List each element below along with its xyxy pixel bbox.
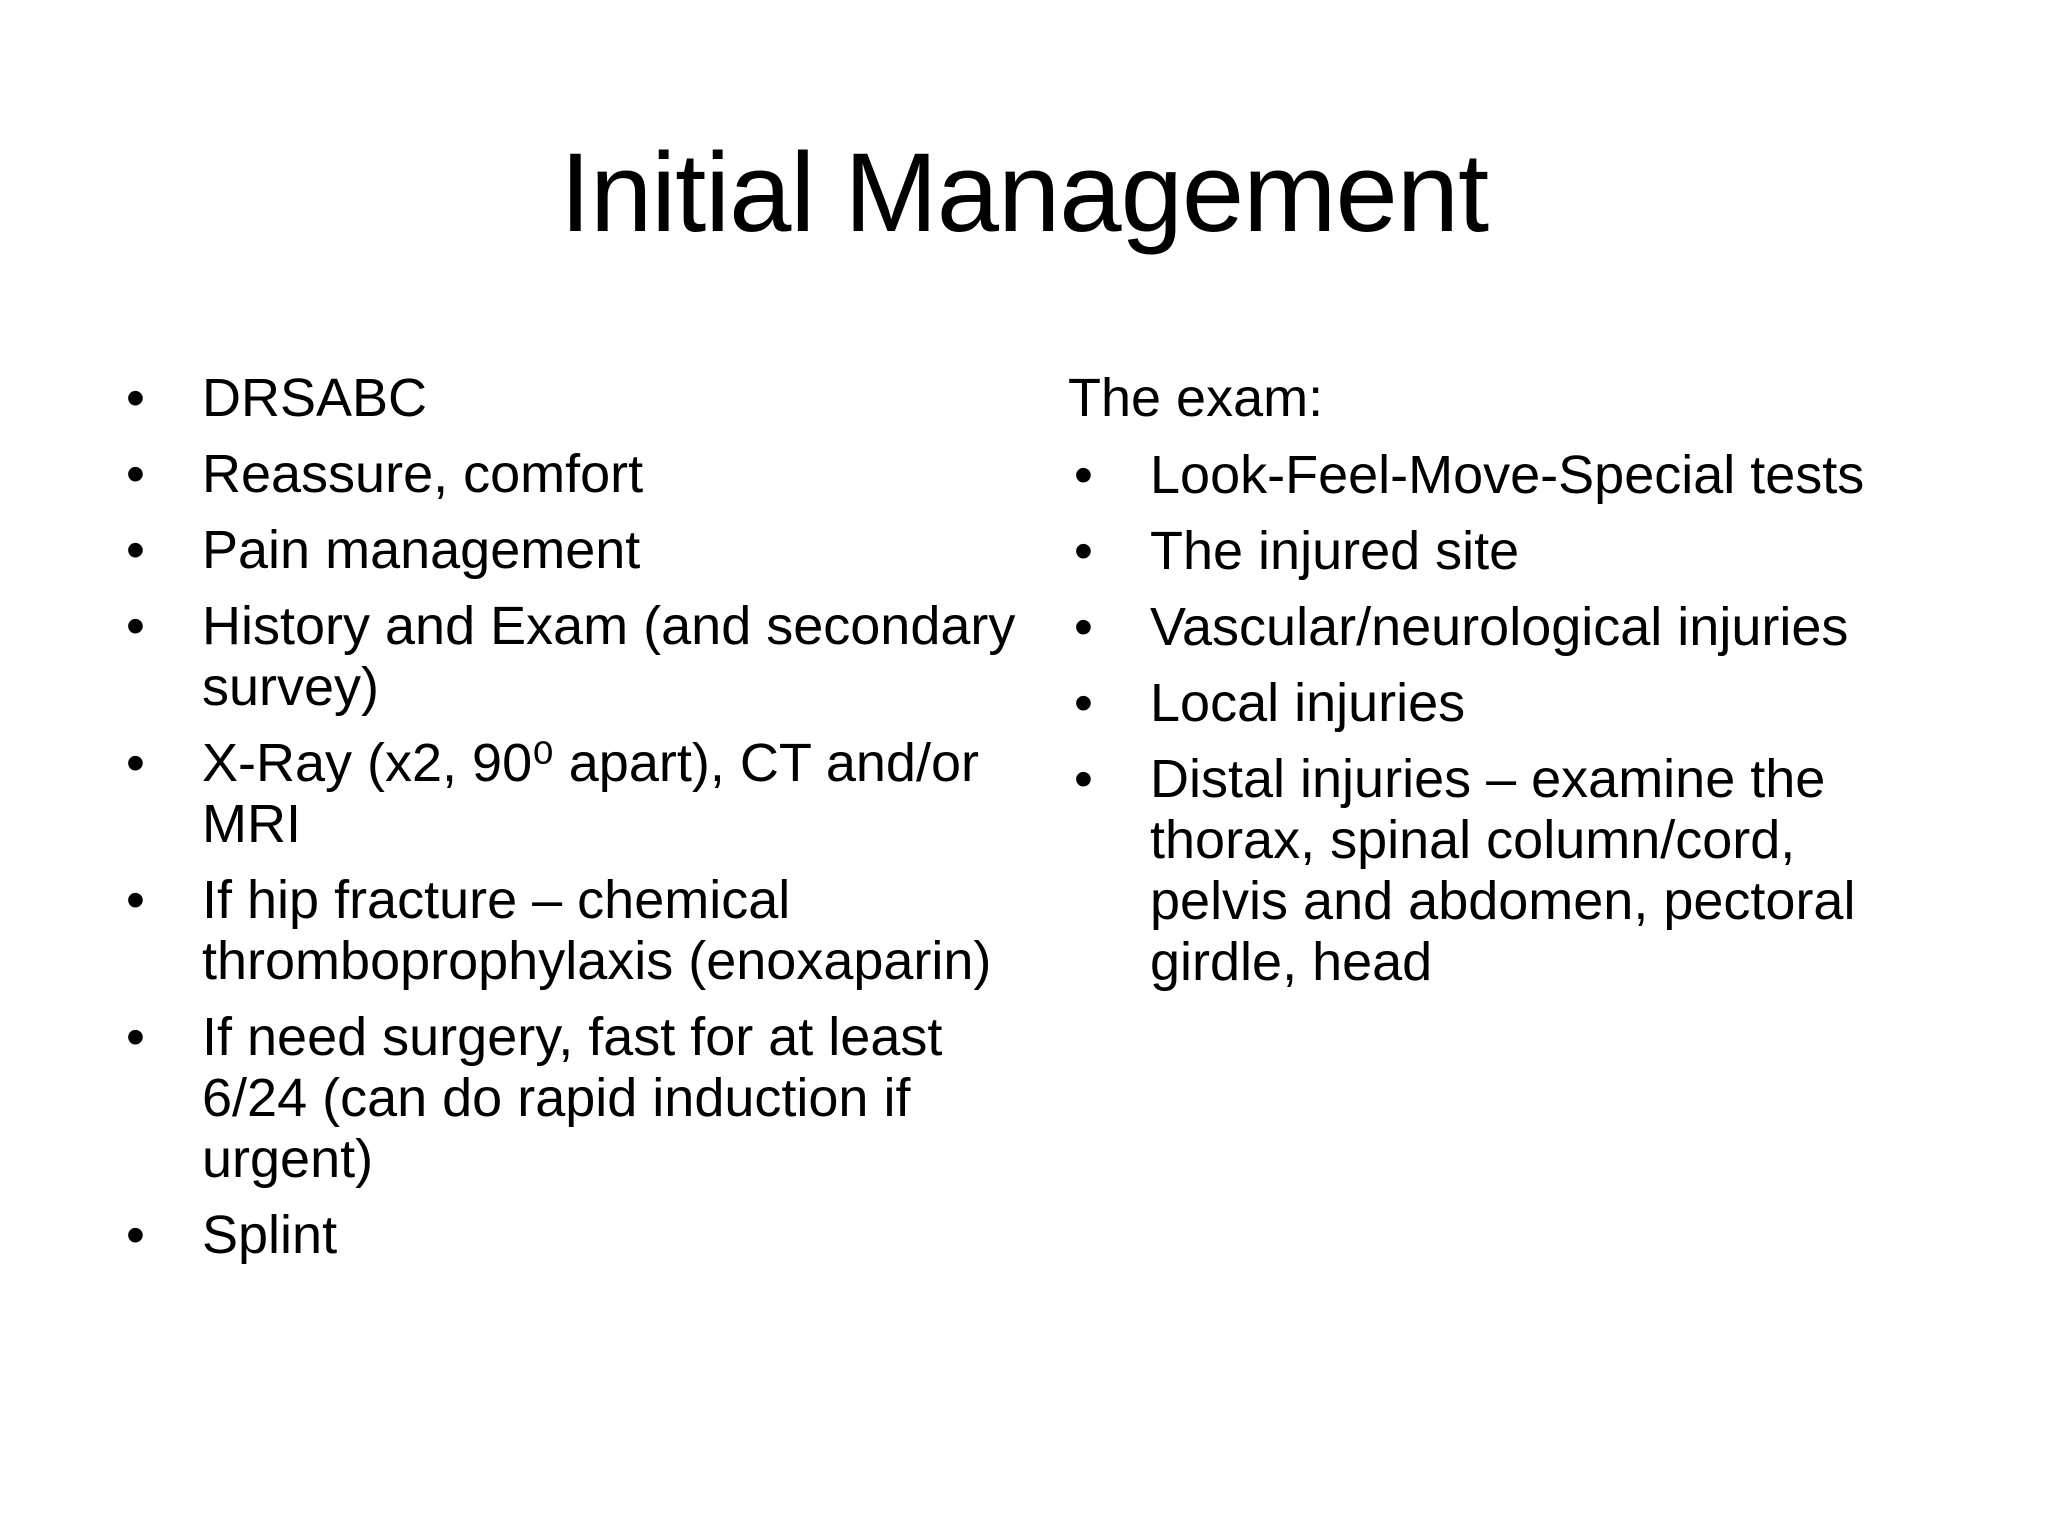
list-item-text: DRSABC xyxy=(202,368,428,428)
list-item-text: Splint xyxy=(202,1205,338,1265)
bullet-icon: • xyxy=(1074,521,1093,581)
list-item-text: Distal injuries – examine the thorax, spinal column/cord, pelvis and abdomen, pectoral girdle, head xyxy=(1150,749,1856,992)
list-item-text: Local injuries xyxy=(1150,673,1466,733)
bullet-icon: • xyxy=(126,1205,145,1265)
list-item xyxy=(120,1205,1020,1266)
bullet-icon: • xyxy=(126,520,145,580)
list-item xyxy=(120,520,1020,581)
bullet-icon: • xyxy=(1074,749,1093,809)
bullet-icon: • xyxy=(1074,445,1093,505)
bullet-icon: • xyxy=(126,1007,145,1067)
list-item xyxy=(120,1007,1020,1190)
list-item-text: Pain management xyxy=(202,520,641,580)
list-item xyxy=(1068,597,1948,658)
list-item xyxy=(1068,445,1948,506)
right-bullet-list xyxy=(1068,445,1948,993)
list-item xyxy=(1068,749,1948,993)
bullet-icon: • xyxy=(126,596,145,656)
list-item xyxy=(120,368,1020,429)
list-item-text: X-Ray (x2, 90⁰ apart), CT and/or MRI xyxy=(202,733,979,854)
bullet-icon: • xyxy=(126,368,145,428)
list-item xyxy=(120,733,1020,855)
right-column xyxy=(1068,368,1948,1008)
bullet-icon: • xyxy=(126,870,145,930)
left-column xyxy=(120,368,1020,1281)
list-item-text: The injured site xyxy=(1150,521,1520,581)
list-item xyxy=(120,444,1020,505)
list-item xyxy=(1068,673,1948,734)
bullet-icon: • xyxy=(126,444,145,504)
slide-title: Initial Management xyxy=(559,130,1489,255)
list-item-text: If hip fracture – chemical thromboprophylaxis (enoxaparin) xyxy=(202,870,992,991)
list-item-text: Look-Feel-Move-Special tests xyxy=(1150,445,1865,505)
list-item-text: Vascular/neurological injuries xyxy=(1150,597,1849,657)
list-item xyxy=(1068,521,1948,582)
list-item xyxy=(120,870,1020,992)
bullet-icon: • xyxy=(1074,597,1093,657)
bullet-icon: • xyxy=(126,733,145,793)
list-item-text: Reassure, comfort xyxy=(202,444,644,504)
list-item xyxy=(120,596,1020,718)
bullet-icon: • xyxy=(1074,673,1093,733)
list-item-text: History and Exam (and secondary survey) xyxy=(202,596,1016,717)
right-column-heading: The exam: xyxy=(1068,368,1324,428)
left-bullet-list xyxy=(120,368,1020,1266)
list-item-text: If need surgery, fast for at least 6/24 (can do rapid induction if urgent) xyxy=(202,1007,943,1189)
